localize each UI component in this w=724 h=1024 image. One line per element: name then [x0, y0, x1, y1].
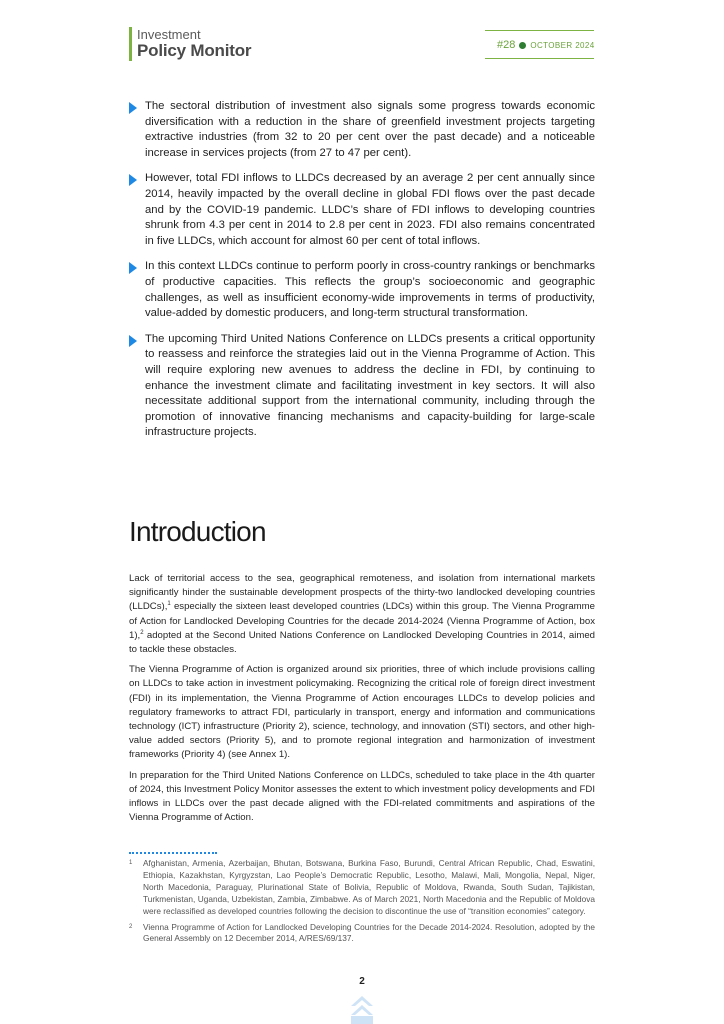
paragraph: [129, 572, 595, 657]
footnote-ref-1[interactable]: 1: [167, 601, 171, 608]
list-item: [129, 171, 595, 249]
logo-line-1: Investment: [137, 27, 201, 42]
footnote: [129, 922, 595, 946]
paragraph-text: especially the sixteen least developed countries (LDCs) within this group. The Vienna Programme of Action for Landlocked Developing Countries for the decade 2014-2024 (Vienna Programme of Action, box 1),: [129, 601, 595, 641]
paragraph-text: Lack of territorial access to the sea, geographical remoteness, and isolation from international markets significantly hinder the sustainable development prospects of the thirty-two landlocked developing countries (LLDCs),: [129, 573, 595, 613]
footnote-separator: [129, 852, 217, 854]
issue-date: OCTOBER 2024: [530, 40, 595, 50]
list-item: [129, 259, 595, 321]
logo-accent-bar: [129, 27, 132, 61]
footnote-text: Afghanistan, Armenia, Azerbaijan, Bhutan, Botswana, Burkina Faso, Burundi, Central African Republic, Chad, Eswatini, Ethiopia, Kazakhstan, Kyrgyzstan, Lao People’s Democratic Republic, Lesotho, Malawi, Mali, Mongolia, Nepal, Niger, North Macedonia, Paraguay, Plurinational State of Bolivia, Republic of Moldova, Rwanda, South Sudan, Tajikistan, Turkmenistan, Uganda, Uzbekistan, Zambia, Zimbabwe. As of March 2021, North Macedonia and the Republic of Moldova were reclassified as developed countries following the decision to discontinue the use of “transition economies” category.: [143, 858, 595, 916]
scroll-to-top-icon[interactable]: [351, 996, 373, 1024]
logo-line-2: Policy Monitor: [137, 41, 252, 60]
footnote-number: 1: [129, 860, 133, 866]
footnote-ref-2[interactable]: 2: [140, 629, 144, 636]
bullet-triangle-icon: [129, 262, 137, 274]
bullet-text: The sectoral distribution of investment also signals some progress towards economic diversification with a reduction in the share of greenfield investment projects targeting extractive industries (from 32 to 20 per cent over the past decade) and a noticeable increase in services projects (from 27 to 47 per cent).: [145, 100, 595, 159]
footnote: [129, 858, 595, 918]
issue-label: [497, 39, 595, 51]
paragraph: In preparation for the Third United Nations Conference on LLDCs, scheduled to take place in the 4th quarter of 2024, this Investment Policy Monitor assesses the extent to which investment policy developments and FDI inflows in LLDCs over the past decade aligned with the FDI-related commitments and aspirations of the Vienna Programme of Action.: [129, 769, 595, 824]
key-findings-list: [129, 99, 595, 451]
issue-rule-bottom: [485, 58, 594, 59]
section-title: Introduction: [129, 516, 266, 547]
page-number: 2: [359, 976, 365, 987]
bullet-text: However, total FDI inflows to LLDCs decreased by an average 2 per cent annually since 2014, heavily impacted by the overall decline in global FDI flows over the past decade and by the COVID-19 pandemic. LLDC’s share of FDI inflows to developing countries shrunk from 4.3 per cent in 2014 to 2.8 per cent in 2023. FDI also remains concentrated in five LLDCs, which account for almost 60 per cent of total inflows.: [145, 172, 595, 247]
bullet-triangle-icon: [129, 174, 137, 186]
list-item: [129, 99, 595, 161]
issue-dot-icon: [519, 42, 526, 49]
bullet-triangle-icon: [129, 335, 137, 347]
bullet-triangle-icon: [129, 102, 137, 114]
introduction-body: [129, 572, 595, 831]
paragraph-text: adopted at the Second United Nations Conference on Landlocked Developing Countries in 2014, aimed to tackle these obstacles.: [129, 629, 595, 656]
footnotes: [129, 858, 595, 949]
issue-number: #28: [497, 39, 516, 51]
list-item: [129, 332, 595, 441]
bullet-text: In this context LLDCs continue to perform poorly in cross-country rankings or benchmarks of productive capacities. This reflects the group’s socioeconomic and geographic challenges, as well as insufficient economy-wide improvements in terms of productivity, value-added by domestic producers, and long-term structural transformation.: [145, 260, 595, 320]
bullet-text: The upcoming Third United Nations Conference on LLDCs presents a critical opportunity to reassess and reinforce the strategies laid out in the Vienna Programme of Action. This will require exploring new avenues to address the decline in FDI, by continuing to enhance the investment climate and facilitating investment in key sectors. It will also necessitate additional support from the international community, including through the promotion of innovative financing mechanisms and capacity-building for large-scale infrastructure projects.: [145, 332, 595, 439]
footnote-number: 2: [129, 923, 133, 930]
issue-rule-top: [485, 30, 594, 31]
footnote-text: Vienna Programme of Action for Landlocked Developing Countries for the Decade 2014-2024. Resolution, adopted by the General Assembly on 12 December 2014, A/RES/69/137.: [143, 921, 595, 944]
paragraph: The Vienna Programme of Action is organized around six priorities, three of which include provisions calling on LLDCs to take action in investment policymaking. Recognizing the critical role of foreign direct investment (FDI) in its implementation, the Vienna Programme of Action encourages LLDCs to develop policies and regulatory frameworks to attract FDI, particularly in transport, energy and information and communications technology (ICT) infrastructure (Priority 2), science, technology, and innovation (STI) sectors, and other high-value added sectors (Priority 5), and to promote regional integration and harmonization of investment frameworks (Priority 4) (see Annex 1).: [129, 664, 595, 761]
